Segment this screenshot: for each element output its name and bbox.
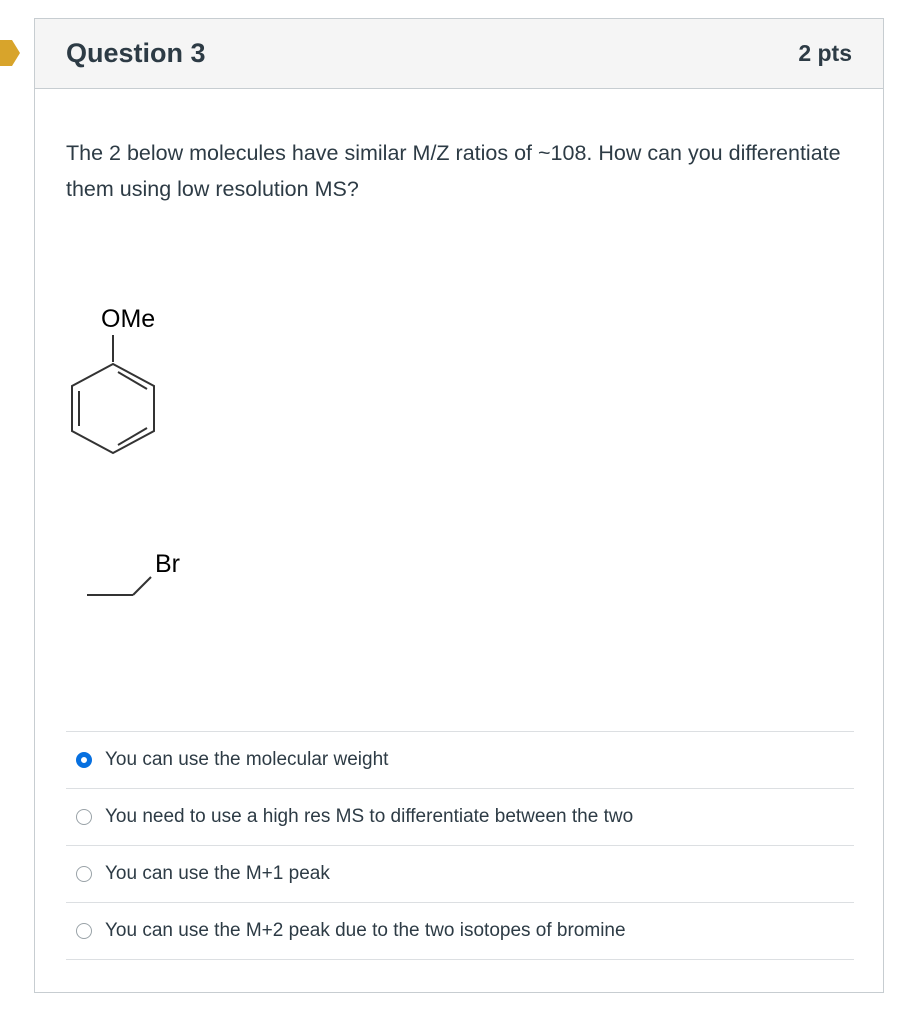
radio-button-selected[interactable]: [76, 752, 92, 768]
question-card: [34, 18, 884, 993]
question-flag-icon[interactable]: [0, 40, 20, 66]
answer-label[interactable]: You can use the M+1 peak: [105, 863, 330, 884]
question-header: [35, 19, 883, 89]
answer-label[interactable]: You can use the molecular weight: [105, 749, 389, 770]
answer-option[interactable]: [66, 789, 854, 846]
question-text: The 2 below molecules have similar M/Z ratios of ~108. How can you differentiate them using low resolution MS?: [66, 141, 841, 201]
anisole-structure: [65, 289, 175, 459]
bromoethane-structure: [83, 539, 203, 609]
question-points: 2 pts: [798, 40, 852, 66]
answer-label[interactable]: You can use the M+2 peak due to the two isotopes of bromine: [105, 920, 626, 941]
answer-label[interactable]: You need to use a high res MS to differentiate between the two: [105, 806, 634, 827]
anisole-ome-label: OMe: [101, 305, 156, 333]
radio-button[interactable]: [76, 866, 92, 882]
radio-button[interactable]: [76, 923, 92, 939]
answer-option[interactable]: [66, 846, 854, 903]
answer-option[interactable]: [66, 732, 854, 789]
answer-option[interactable]: [66, 903, 854, 960]
bromoethane-br-label: Br: [155, 550, 180, 578]
answer-list: [66, 731, 854, 960]
radio-button[interactable]: [76, 809, 92, 825]
question-title: Question 3: [66, 38, 206, 68]
